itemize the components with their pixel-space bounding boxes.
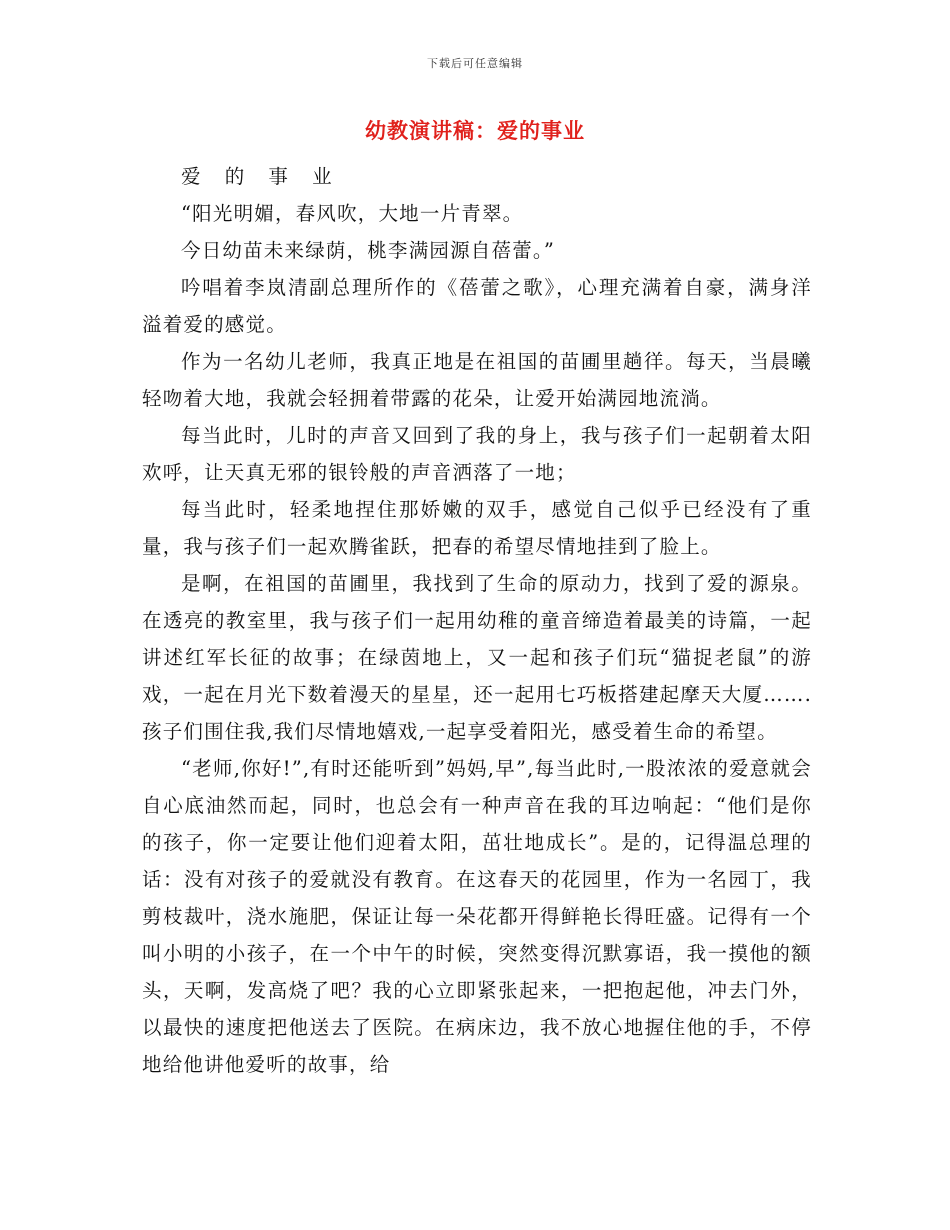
body-paragraph: 每当此时，轻柔地捏住那娇嫩的双手，感觉自己似乎已经没有了重量，我与孩子们一起欢腾雀跃，把春的希望尽情地挂到了脸上。: [142, 498, 812, 558]
body-paragraph: “老师,你好!”,有时还能听到”妈妈,早”,每当此时,一股浓浓的爱意就会自心底油然而起，同时，也总会有一种声音在我的耳边响起：“他们是你的孩子，你一定要让他们迎着太阳，茁壮地成长”。是的，记得温总理的话：没有对孩子的爱就没有教育。在这春天的花园里，作为一名园丁，我剪枝裁叶，浇水施肥，保证让每一朵花都开得鲜艳长得旺盛。记得有一个叫小明的小孩子，在一个中午的时候，突然变得沉默寡语，我一摸他的额头，天啊，发高烧了吧？我的心立即紧张起来，一把抱起他，冲去门外，以最快的速度把他送去了医院。在病床边，我不放心地握住他的手，不停地给他讲他爱听的故事，给: [142, 757, 812, 1076]
page-header-note: 下载后可任意编辑: [427, 57, 523, 70]
body-paragraph: 作为一名幼儿老师，我真正地是在祖国的苗圃里趟徉。每天，当晨曦轻吻着大地，我就会轻拥着带露的花朵，让爱开始满园地流淌。: [142, 350, 812, 410]
document-title: 幼教演讲稿：爱的事业: [365, 118, 585, 143]
subtitle-paragraph: 爱 的 事 业: [181, 165, 341, 188]
body-paragraph: 是啊，在祖国的苗圃里，我找到了生命的原动力，找到了爱的源泉。在透亮的教室里，我与孩子们一起用幼稚的童音缔造着最美的诗篇，一起讲述红军长征的故事；在绿茵地上，又一起和孩子们玩“猫捉老鼠”的游戏，一起在月光下数着漫天的星星，还一起用七巧板搭建起摩天大厦…….孩子们围住我,我们尽情地嬉戏,一起享受着阳光，感受着生命的希望。: [142, 572, 812, 743]
poem-line-2: 今日幼苗未来绿荫，桃李满园源自蓓蕾。”: [181, 239, 556, 262]
body-paragraph: 吟唱着李岚清副总理所作的《蓓蕾之歌》，心理充满着自豪，满身洋溢着爱的感觉。: [142, 276, 812, 336]
body-paragraph: 每当此时，儿时的声音又回到了我的身上，我与孩子们一起朝着太阳欢呼，让天真无邪的银铃般的声音洒落了一地；: [142, 424, 812, 484]
poem-line-1: “阳光明媚，春风吹，大地一片青翠。: [181, 202, 524, 225]
document-body: [142, 158, 812, 1083]
